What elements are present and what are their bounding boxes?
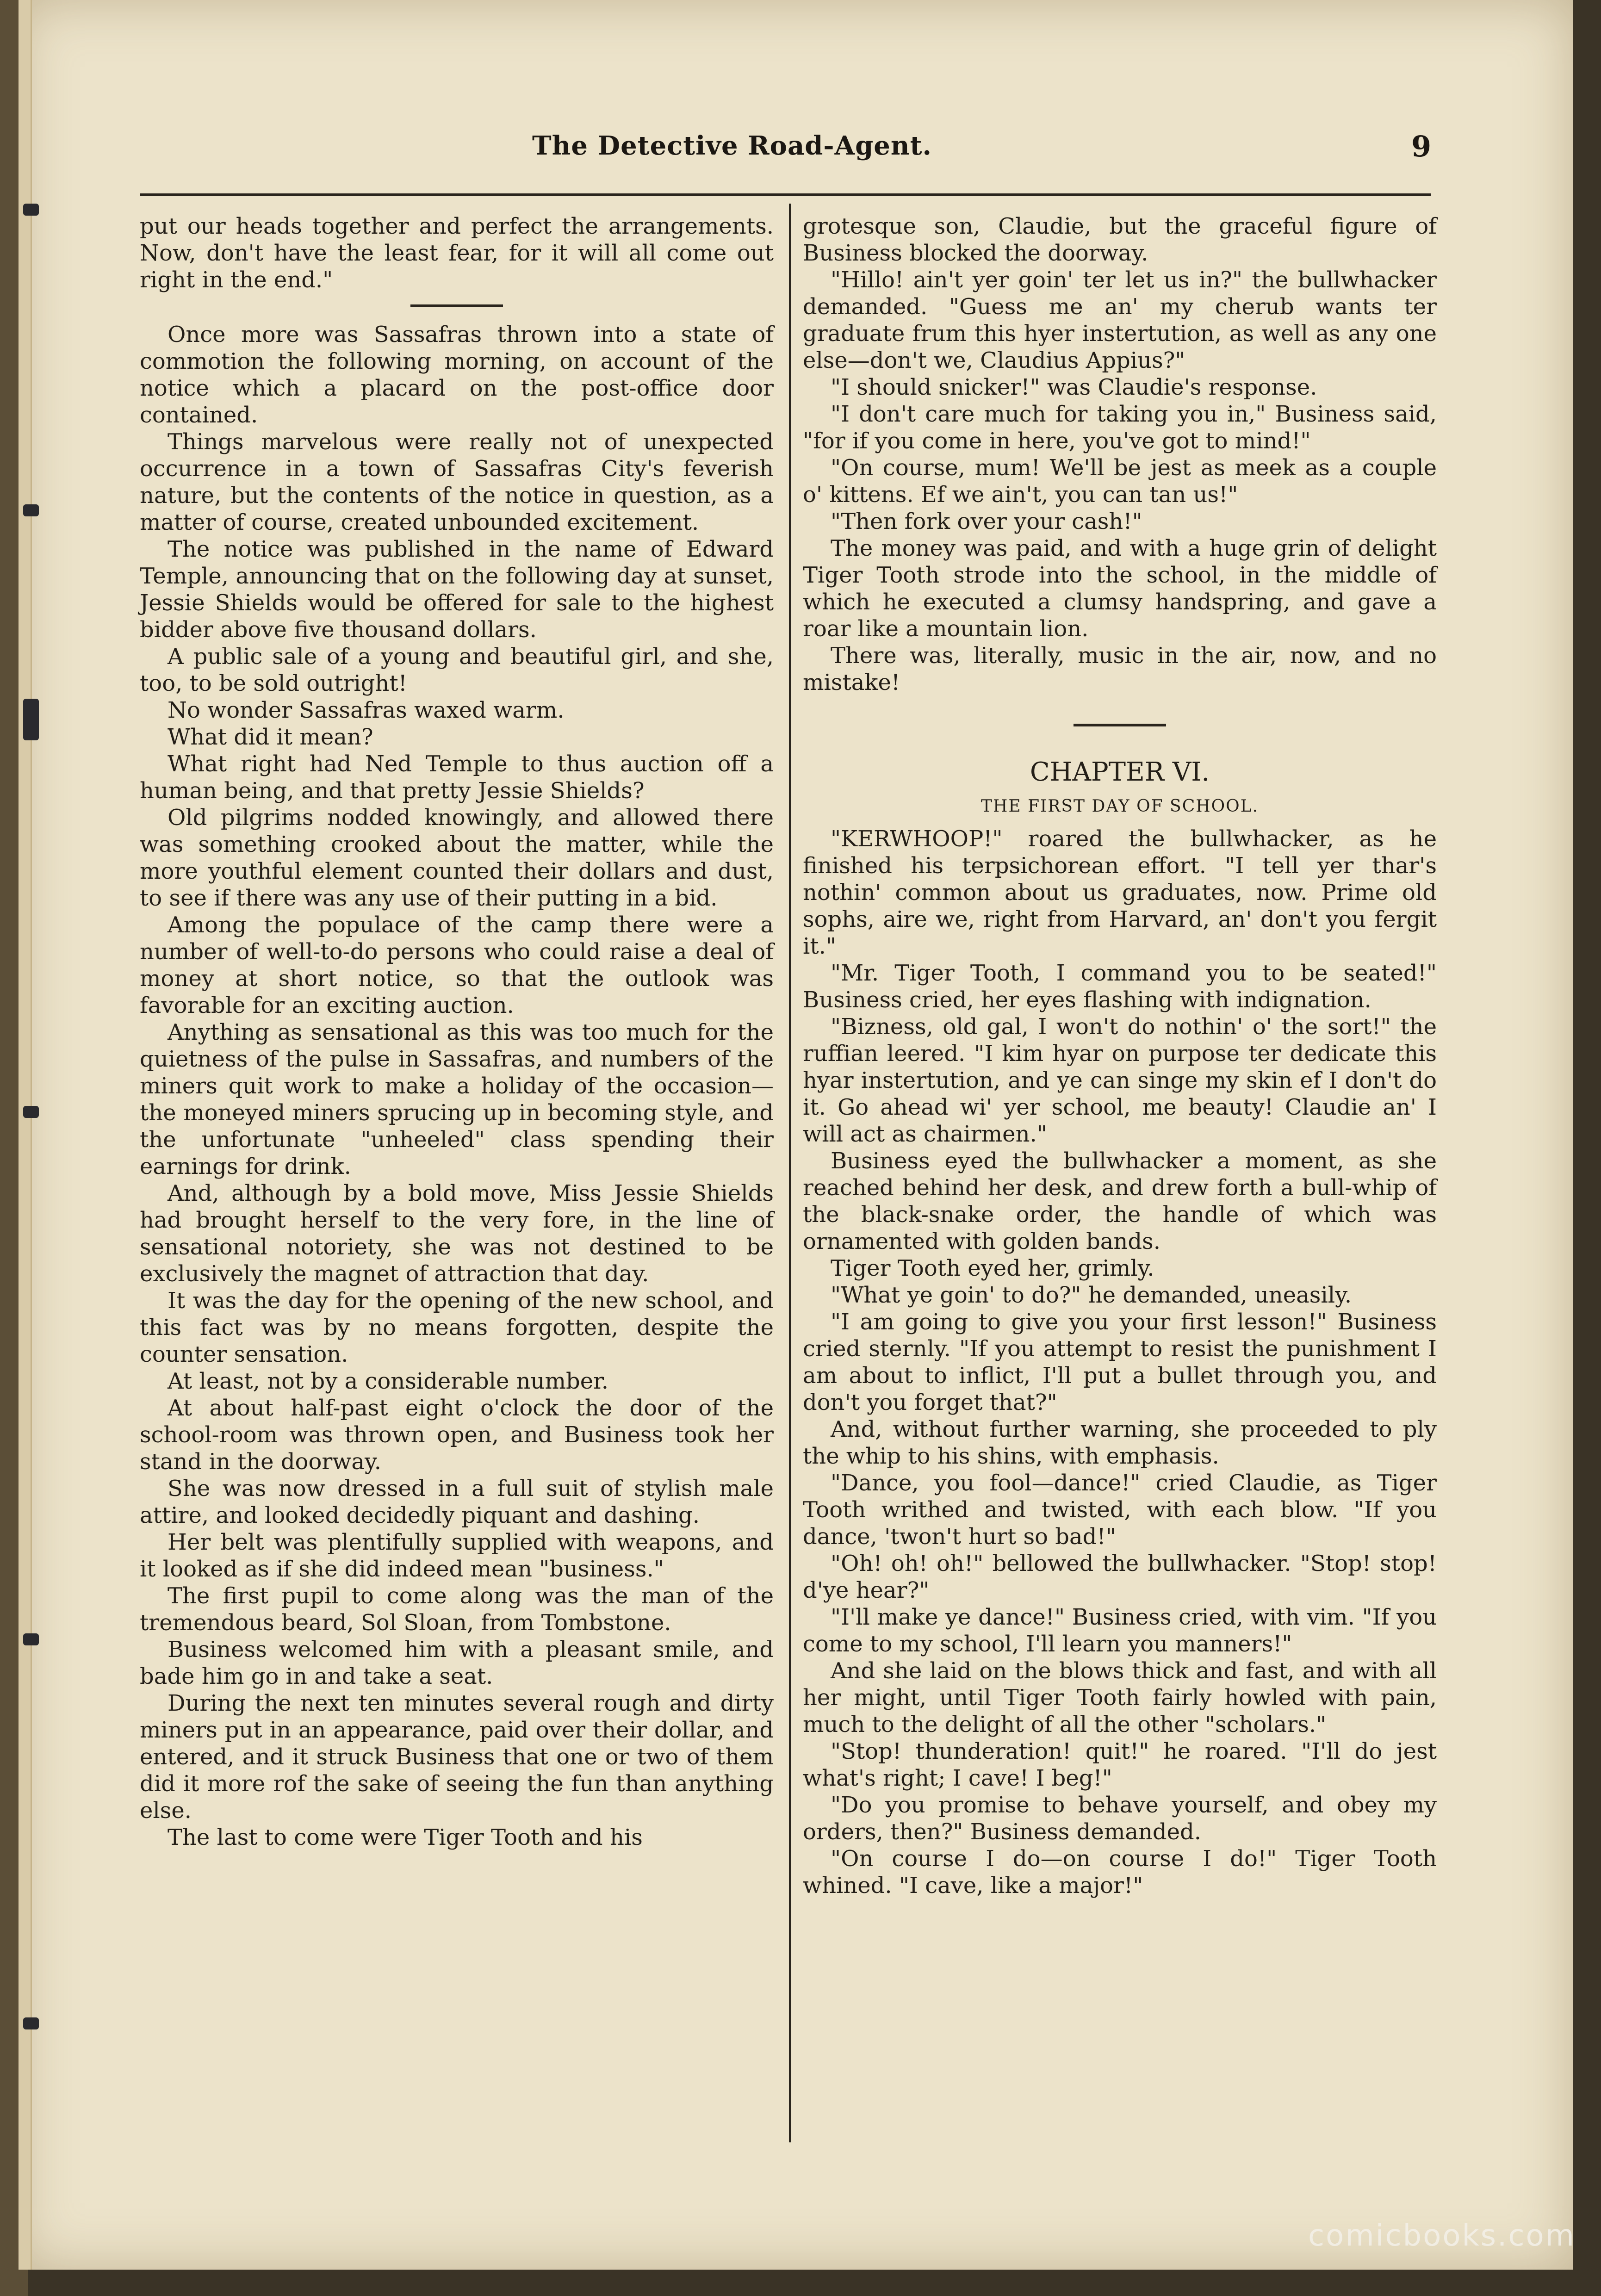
paragraph: "Dance, you fool—dance!" cried Claudie, as Tiger Tooth writhed and twisted, with each blow. "If you dance, 'twon't hurt so bad!" — [803, 1470, 1437, 1550]
paragraph: grotesque son, Claudie, but the graceful figure of Business blocked the doorway. — [803, 213, 1437, 266]
paragraph: "What ye goin' to do?" he demanded, uneasily. — [831, 1282, 1352, 1308]
left-column — [140, 213, 774, 1851]
binding-stitch — [23, 699, 39, 740]
header-rule — [140, 193, 1431, 196]
paragraph: Old pilgrims nodded knowingly, and allowed there was something crooked about the matter, while the more youthful element counted their dollars and dust, to see if there was any use of their putting in a bid. — [140, 805, 774, 911]
chapter-heading: CHAPTER VI. — [1030, 757, 1210, 787]
chapter-separator — [1074, 724, 1166, 726]
column-divider — [789, 204, 791, 2142]
paragraph: During the next ten minutes several rough and dirty miners put in an appearance, paid over their dollar, and entered, and it struck Business that one or two of them did it more rof the sake of seeing the fun than anything else. — [140, 1690, 774, 1824]
paragraph: "Oh! oh! oh!" bellowed the bullwhacker. "Stop! stop! d'ye hear?" — [803, 1551, 1437, 1603]
running-header: The Detective Road-Agent. — [532, 130, 932, 161]
paragraph: And, although by a bold move, Miss Jessie Shields had brought herself to the very fore, in the line of sensational notoriety, she was not destined to be exclusively the magnet of attraction that day. — [140, 1180, 774, 1287]
paragraph: Tiger Tooth eyed her, grimly. — [831, 1255, 1154, 1281]
paragraph: "Mr. Tiger Tooth, I command you to be seated!" Business cried, her eyes flashing with indignation. — [803, 960, 1437, 1013]
paragraph: The last to come were Tiger Tooth and his — [168, 1824, 643, 1850]
paragraph: "I am going to give you your first lesson!" Business cried sternly. "If you attempt to resist the punishment I am about to inflict, I'll put a bullet through you, and don't you forget that?" — [803, 1309, 1437, 1415]
paragraph: "On course I do—on course I do!" Tiger Tooth whined. "I cave, like a major!" — [803, 1846, 1437, 1899]
paragraph: What right had Ned Temple to thus auction off a human being, and that pretty Jessie Shields? — [140, 751, 774, 804]
paragraph: Her belt was plentifully supplied with weapons, and it looked as if she did indeed mean "business." — [140, 1529, 774, 1582]
paragraph: What did it mean? — [168, 724, 373, 750]
paragraph: "Bizness, old gal, I won't do nothin' o' the sort!" the ruffian leered. "I kim hyar on purpose ter dedicate this hyar instertution, and ye can singe my skin ef I don't do it. Go ahead wi' yer school, me beauty! Claudie an' I will act as chairmen." — [803, 1014, 1437, 1147]
paragraph: "I should snicker!" was Claudie's response. — [831, 374, 1317, 400]
page-binding — [19, 0, 32, 2270]
paragraph: And, without further warning, she proceeded to ply the whip to his shins, with emphasis. — [803, 1416, 1437, 1469]
paragraph: The money was paid, and with a huge grin of delight Tiger Tooth strode into the school, in the middle of which he executed a clumsy handspring, and gave a roar like a mountain lion. — [803, 535, 1437, 642]
page-number: 9 — [1411, 130, 1432, 163]
paragraph: Anything as sensational as this was too much for the quietness of the pulse in Sassafras, and numbers of the miners quit work to make a holiday of the occasion—the moneyed miners sprucing up in becoming style, and the unfortunate "unheeled" class spending their earnings for drink. — [140, 1019, 774, 1179]
paragraph: At least, not by a considerable number. — [168, 1368, 609, 1394]
paragraph: "Stop! thunderation! quit!" he roared. "I'll do jest what's right; I cave! I beg!" — [803, 1738, 1437, 1791]
paragraph: The notice was published in the name of Edward Temple, announcing that on the following day at sunset, Jessie Shields would be offered for sale to the highest bidder above five thousand dollars. — [140, 536, 774, 643]
binding-stitch — [23, 204, 39, 216]
binding-stitch — [23, 1106, 39, 1118]
paragraph: A public sale of a young and beautiful girl, and she, too, to be sold outright! — [140, 644, 774, 696]
paragraph: It was the day for the opening of the new school, and this fact was by no means forgotten, despite the counter sensation. — [140, 1288, 774, 1367]
paragraph: There was, literally, music in the air, now, and no mistake! — [803, 643, 1437, 695]
paragraph: "On course, mum! We'll be jest as meek as a couple o' kittens. Ef we ain't, you can tan us!" — [803, 455, 1437, 508]
paragraph: "Then fork over your cash!" — [831, 509, 1142, 534]
watermark: comicbooks.com — [1308, 2219, 1576, 2253]
paragraph: put our heads together and perfect the arrangements. Now, don't have the least fear, for it will all come out right in the end." — [140, 213, 774, 293]
binding-stitch — [23, 1633, 39, 1645]
chapter-subtitle: THE FIRST DAY OF SCHOOL. — [980, 797, 1259, 816]
paragraph: She was now dressed in a full suit of stylish male attire, and looked decidedly piquant and dashing. — [140, 1476, 774, 1528]
paragraph: At about half-past eight o'clock the door of the school-room was thrown open, and Business took her stand in the doorway. — [140, 1395, 774, 1475]
paragraph: "Do you promise to behave yourself, and obey my orders, then?" Business demanded. — [803, 1792, 1437, 1845]
paragraph: Business welcomed him with a pleasant smile, and bade him go in and take a seat. — [140, 1637, 774, 1689]
section-separator — [410, 304, 503, 307]
paragraph: "I don't care much for taking you in," Business said, "for if you come in here, you've got to mind!" — [803, 401, 1437, 454]
paragraph: No wonder Sassafras waxed warm. — [168, 697, 565, 723]
paragraph: Things marvelous were really not of unexpected occurrence in a town of Sassafras City's feverish nature, but the contents of the notice in question, as a matter of course, created unbounded excitement. — [140, 429, 774, 535]
binding-stitch — [23, 2017, 39, 2029]
binding-stitch — [23, 504, 39, 516]
paragraph: The first pupil to come along was the man of the tremendous beard, Sol Sloan, from Tombstone. — [140, 1583, 774, 1636]
paragraph: Business eyed the bullwhacker a moment, as she reached behind her desk, and drew forth a bull-whip of the black-snake order, the handle of which was ornamented with golden bands. — [803, 1148, 1437, 1254]
paragraph: "Hillo! ain't yer goin' ter let us in?" the bullwhacker demanded. "Guess me an' my cherub wants ter graduate frum this hyer instertution, as well as any one else—don't we, Claudius Appius?" — [803, 267, 1437, 373]
paragraph: "I'll make ye dance!" Business cried, with vim. "If you come to my school, I'll learn you manners!" — [803, 1604, 1437, 1657]
right-column — [803, 213, 1437, 1899]
paragraph: Among the populace of the camp there were a number of well-to-do persons who could raise a deal of money at short notice, so that the outlook was favorable for an exciting auction. — [140, 912, 774, 1018]
paragraph: Once more was Sassafras thrown into a state of commotion the following morning, on account of the notice which a placard on the post-office door contained. — [140, 322, 774, 428]
paragraph: And she laid on the blows thick and fast, and with all her might, until Tiger Tooth fairly howled with pain, much to the delight of all the other "scholars." — [803, 1658, 1437, 1738]
paragraph: "KERWHOOP!" roared the bullwhacker, as he finished his terpsichorean effort. "I tell yer thar's nothin' common about us graduates, now. Prime old sophs, aire we, right from Harvard, an' don't you fergit it." — [803, 826, 1437, 959]
